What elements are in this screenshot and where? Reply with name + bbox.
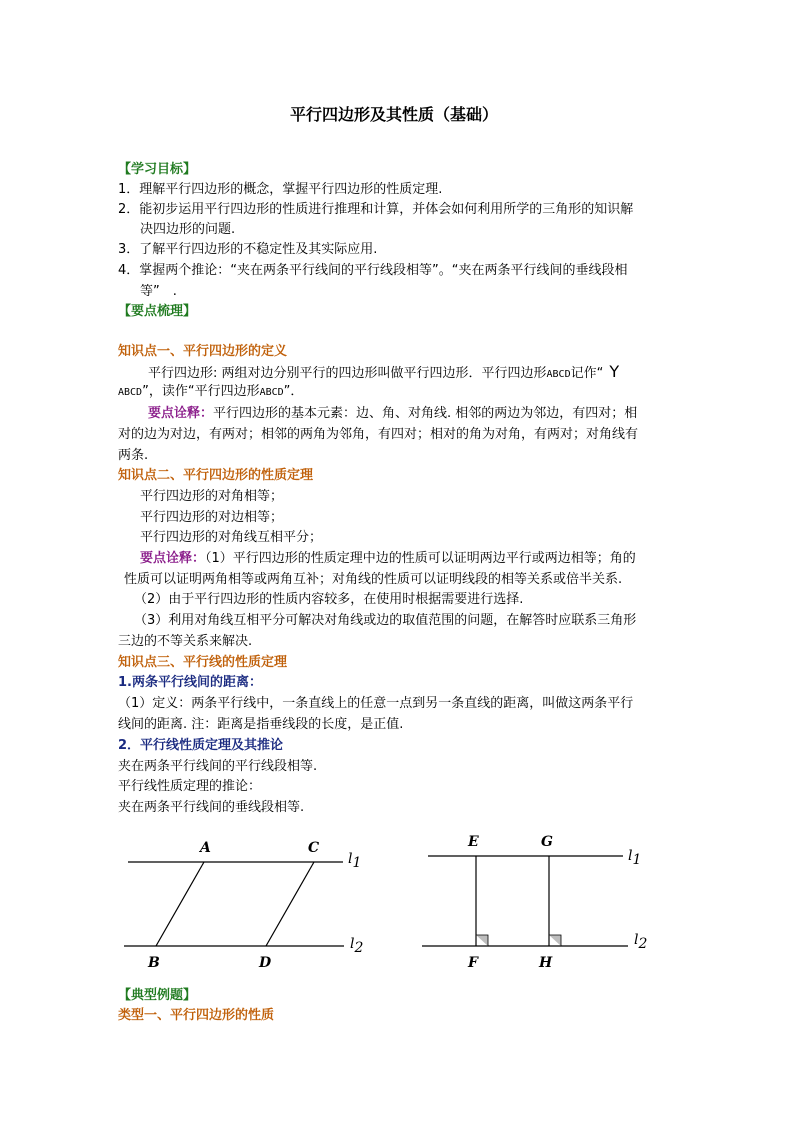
examples-heading: 【典型例题】 [118, 988, 197, 1003]
objective-3: 3．了解平行四边形的不稳定性及其实际应用. [118, 242, 378, 257]
point1-note [148, 404, 637, 424]
point2-title: 知识点二、平行四边形的性质定理 [118, 468, 314, 483]
label-b: B [148, 955, 160, 971]
property-2: 平行四边形的对边相等； [140, 510, 284, 525]
point3-sub2-line3: 夹在两条平行线间的垂线段相等. [118, 800, 305, 815]
property-1: 平行四边形的对角相等； [140, 489, 284, 504]
point3-title: 知识点三、平行线的性质定理 [118, 655, 288, 670]
point3-sub2-line2: 平行线性质定理的推论： [118, 779, 262, 794]
point2-note3: （3）利用对角线互相平分可解决对角线或边的取值范围的问题，在解答时应联系三角形 [134, 613, 637, 628]
objective-2-cont: 决四边形的问题. [140, 222, 236, 237]
figure-parallel-segments [118, 832, 368, 972]
point2-note3-cont: 三边的不等关系来解决. [118, 634, 253, 649]
figure-perpendicular-segments [418, 832, 658, 972]
point3-sub1-line2: 线间的距离. 注：距离是指垂线段的长度，是正值. [118, 717, 404, 732]
segment-ab [156, 862, 204, 946]
page-title: 平行四边形及其性质（基础） [290, 105, 499, 124]
parallelogram-symbol: Y [609, 362, 620, 381]
point3-sub2: 2．平行线性质定理及其推论 [118, 738, 284, 753]
segment-cd [266, 862, 314, 946]
point1-note-line2: 对的边为对边，有两对；相邻的两角为邻角，有四对；相对的角为对角，有两对；对角线有 [118, 427, 639, 442]
read-as-text: ”，读作“平行四边形 [142, 384, 260, 399]
abcd-label: ABCD [546, 369, 571, 380]
key-points-heading: 【要点梳理】 [118, 304, 197, 319]
point1-definition-cont [118, 382, 303, 403]
note-label: 要点诠释： [148, 406, 214, 421]
definition-text: 平行四边形: 两组对边分别平行的四边形叫做平行四边形．平行四边形 [148, 366, 547, 381]
abcd-label: ABCD [118, 387, 143, 398]
note-label: 要点诠释： [140, 551, 206, 566]
point3-sub1-line1: （1）定义：两条平行线中，一条直线上的任意一点到另一条直线的距离，叫做这两条平行 [118, 696, 634, 711]
label-h: H [539, 955, 553, 971]
abcd-label: ABCD [259, 387, 284, 398]
objective-1: 1．理解平行四边形的概念，掌握平行四边形的性质定理. [118, 182, 443, 197]
label-a: A [200, 840, 211, 856]
label-c: C [308, 840, 320, 856]
right-angle-mark-f [476, 935, 488, 946]
note-text: （1）平行四边形的性质定理中边的性质可以证明两边平行或两边相等；角的 [205, 551, 636, 566]
label-e: E [468, 834, 479, 850]
note-text: 平行四边形的基本元素：边、角、对角线. 相邻的两边为邻边，有四对；相 [213, 406, 638, 421]
example-type1-title: 类型一、平行四边形的性质 [118, 1008, 275, 1023]
read-as-end: ”． [283, 384, 304, 399]
point2-note1-cont: 性质可以证明两角相等或两角互补；对角线的性质可以证明线段的相等关系或倍半关系. [124, 572, 623, 587]
label-l2: l2 [634, 932, 648, 952]
objective-2: 2．能初步运用平行四边形的性质进行推理和计算，并体会如何利用所学的三角形的知识解 [118, 202, 634, 217]
point3-sub1: 1.两条平行线间的距离： [118, 675, 262, 690]
property-3: 平行四边形的对角线互相平分； [140, 530, 323, 545]
point2-note [140, 549, 636, 569]
point3-sub2-line1: 夹在两条平行线间的平行线段相等. [118, 759, 318, 774]
label-l2: l2 [350, 936, 364, 956]
label-l1: l1 [628, 848, 642, 868]
definition-text-2: 记作“ [570, 366, 604, 381]
point2-note2: （2）由于平行四边形的性质内容较多，在使用时根据需要进行选择. [134, 592, 524, 607]
point1-title: 知识点一、平行四边形的定义 [118, 344, 288, 359]
objective-4-cont: 等” . [140, 284, 177, 299]
right-angle-mark-h [549, 935, 561, 946]
label-f: F [468, 955, 478, 971]
label-l1: l1 [348, 851, 362, 871]
point1-note-line3: 两条. [118, 448, 149, 463]
objective-4: 4．掌握两个推论：“夹在两条平行线间的平行线段相等”。“夹在两条平行线间的垂线段相 [118, 263, 628, 278]
label-g: G [541, 834, 553, 850]
objectives-heading: 【学习目标】 [118, 162, 197, 177]
label-d: D [259, 955, 272, 971]
